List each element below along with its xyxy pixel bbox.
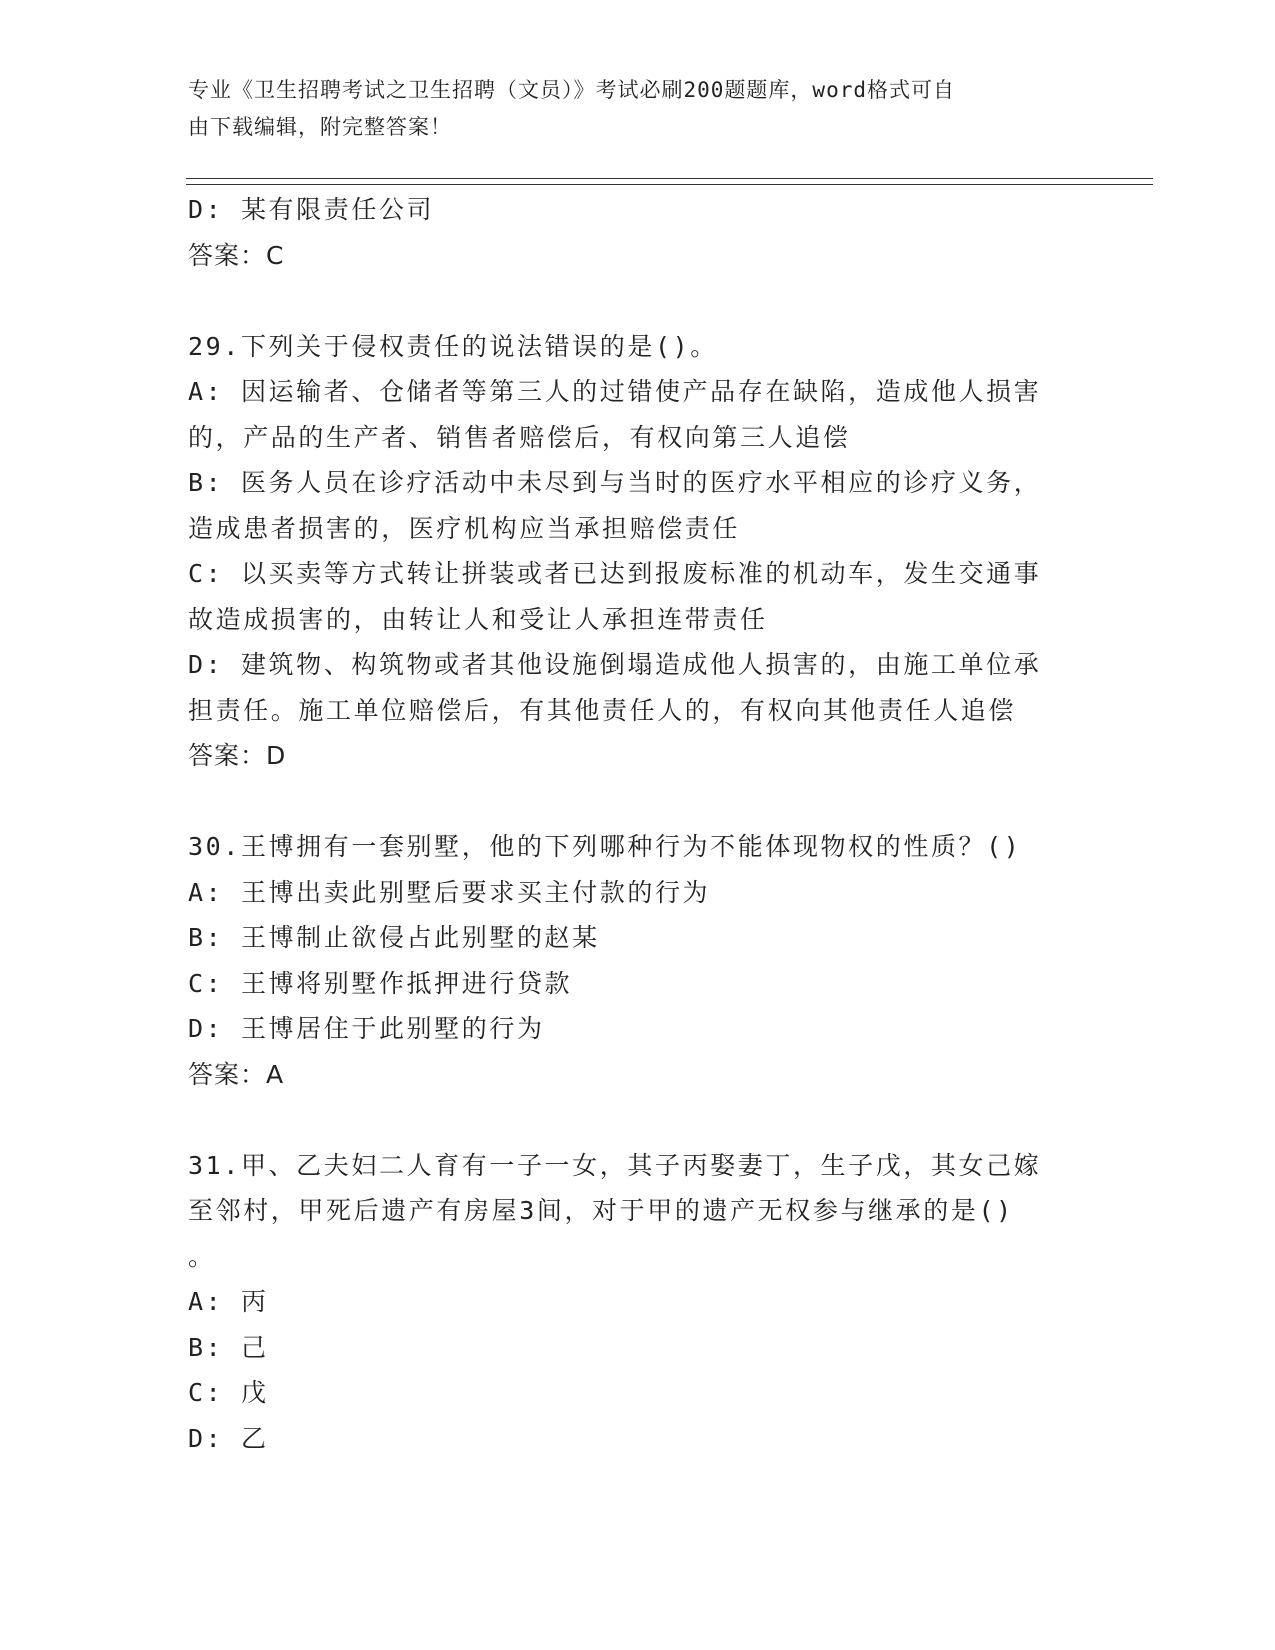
question-29-answer: 答案：D: [188, 741, 287, 770]
question-29-option-d-cont: 担责任。施工单位赔偿后，有其他责任人的，有权向其他责任人追偿: [188, 695, 1017, 725]
question-29-stem: 29.下列关于侵权责任的说法错误的是()。: [188, 331, 718, 361]
question-31: [188, 1143, 1068, 1462]
prev-option-d: D: 某有限责任公司: [188, 195, 435, 224]
question-30: [188, 824, 1068, 1097]
spacer: [188, 1097, 1068, 1143]
spacer: [188, 278, 1068, 324]
question-29-option-b-cont: 造成患者损害的，医疗机构应当承担赔偿责任: [188, 513, 741, 543]
question-30-answer: 答案：A: [188, 1059, 285, 1089]
question-30-option-b: B: 王博制止欲侵占此别墅的赵某: [188, 923, 600, 952]
question-31-stem: 31.甲、乙夫妇二人育有一子一女，其子丙娶妻丁，生子戊，其女己嫁: [188, 1150, 1042, 1180]
header-line-2: 由下载编辑，附完整答案！: [188, 115, 452, 139]
prev-answer: 答案：C: [188, 240, 285, 270]
question-29-option-c-cont: 故造成损害的，由转让人和受让人承担连带责任: [188, 604, 768, 634]
question-29-option-a: A: 因运输者、仓储者等第三人的过错使产品存在缺陷，造成他人损害: [188, 377, 1042, 406]
question-29-option-c: C: 以买卖等方式转让拼装或者已达到报废标准的机动车，发生交通事: [188, 559, 1042, 588]
question-31-option-c: C: 戊: [188, 1378, 269, 1407]
question-31-option-d: D: 乙: [188, 1423, 269, 1453]
question-29: [188, 324, 1068, 779]
question-29-option-d: D: 建筑物、构筑物或者其他设施倒塌造成他人损害的，由施工单位承: [188, 650, 1042, 679]
question-30-option-d: D: 王博居住于此别墅的行为: [188, 1014, 545, 1043]
question-30-option-a: A: 王博出卖此别墅后要求买主付款的行为: [188, 877, 711, 907]
document-body: [188, 187, 1068, 1461]
page-header: [188, 72, 1068, 146]
question-31-option-b: B: 己: [188, 1332, 269, 1362]
question-31-stem-cont: 至邻村，甲死后遗产有房屋3间，对于甲的遗产无权参与继承的是(): [188, 1196, 1014, 1225]
question-31-option-a: A: 丙: [188, 1287, 269, 1316]
header-divider: [186, 178, 1153, 185]
header-line-1: 专业《卫生招聘考试之卫生招聘（文员）》考试必刷200题题库，word格式可自: [188, 78, 955, 102]
question-29-option-b: B: 医务人员在诊疗活动中未尽到与当时的医疗水平相应的诊疗义务，: [188, 468, 1042, 497]
question-29-option-a-cont: 的，产品的生产者、销售者赔偿后，有权向第三人追偿: [188, 422, 851, 452]
question-30-option-c: C: 王博将别墅作抵押进行贷款: [188, 968, 573, 998]
question-31-stem-end: 。: [188, 1241, 216, 1271]
spacer: [188, 779, 1068, 825]
question-30-stem: 30.王博拥有一套别墅，他的下列哪种行为不能体现物权的性质？(): [188, 832, 1022, 861]
